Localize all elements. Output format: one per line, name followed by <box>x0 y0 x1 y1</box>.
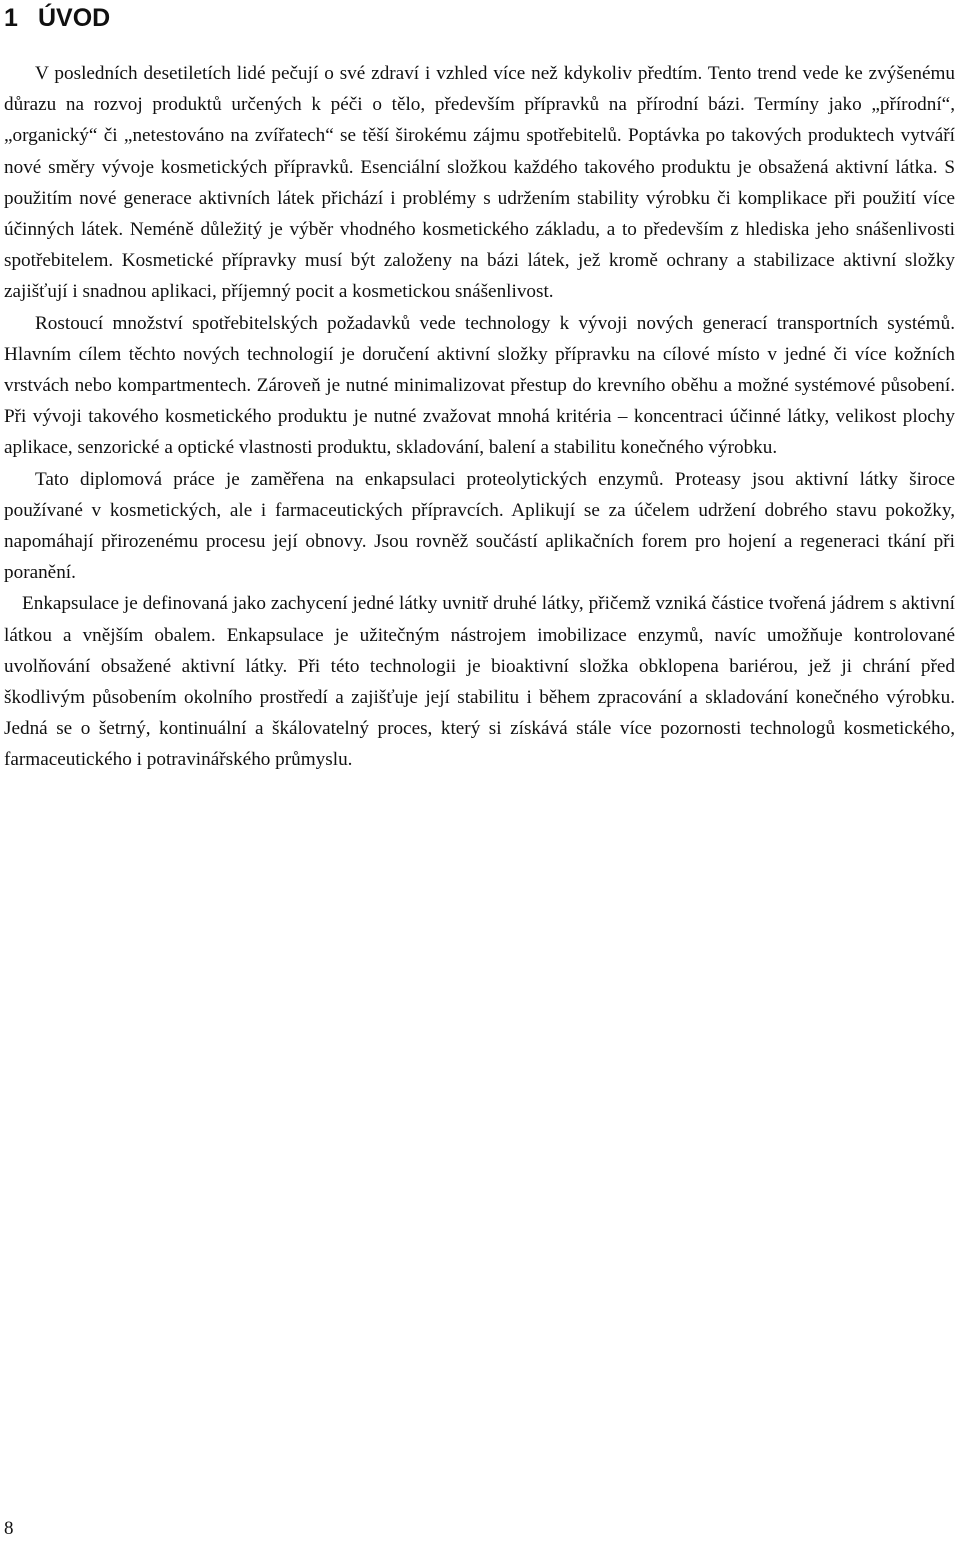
chapter-body <box>4 58 955 776</box>
paragraph-3: Tato diplomová práce je zaměřena na enkapsulaci proteolytických enzymů. Proteasy jsou aktivní látky široce používané v kosmetických, ale i farmaceutických přípravcích. Aplikují se za účelem udržení dobrého stavu pokožky, napomáhají přirozenému procesu její obnovy. Jsou rovněž součástí aplikačních forem pro hojení a regeneraci tkání při poranění. <box>4 468 955 584</box>
paragraph-2: Rostoucí množství spotřebitelských požadavků vede technology k vývoji nových generací transportních systémů. Hlavním cílem těchto nových technologií je doručení aktivní složky přípravku na cílové místo v jedné či více kožních vrstvách nebo kompartmentech. Zároveň je nutné minimalizovat přestup do krevního oběhu a možné systémové působení. Při vývoji takového kosmetického produktu je nutné zvažovat mnohá kritéria – koncentraci účinné látky, velikost plochy aplikace, senzorické a optické vlastnosti produktu, skladování, balení a stabilitu konečného výrobku. <box>4 312 955 459</box>
paragraph-1: V posledních desetiletích lidé pečují o své zdraví i vzhled více než kdykoliv předtím. Tento trend vede ke zvýšenému důrazu na rozvoj produktů určených k péči o tělo, především přípravků na přírodní bázi. Termíny jako „přírodní“, „organický“ či „netestováno na zvířatech“ se těší širokému zájmu spotřebitelů. Poptávka po takových produktech vytváří nové směry vývoje kosmetických přípravků. Esenciální složkou každého takového produktu je obsažená aktivní látka. S použitím nové generace aktivních látek přichází i problémy s udržením stability výrobku či komplikace při použití více účinných látek. Neméně důležitý je výběr vhodného kosmetického základu, a to především z hlediska jeho snášenlivosti spotřebitelem. Kosmetické přípravky musí být založeny na bázi látek, jež kromě ochrany a stabilizace aktivní složky zajišťují i snadnou aplikaci, příjemný pocit a kosmetickou snášenlivost. <box>4 63 955 303</box>
chapter-number: 1 <box>4 4 18 32</box>
paragraph-4: Enkapsulace je definovaná jako zachycení jedné látky uvnitř druhé látky, přičemž vzniká částice tvořená jádrem s aktivní látkou a vnějším obalem. Enkapsulace je užitečným nástrojem imobilizace enzymů, navíc umožňuje kontrolované uvolňování obsažené aktivní látky. Při této technologii je bioaktivní složka obklopena bariérou, jež ji chrání před škodlivým působením okolního prostředí a zajišťuje její stabilitu i během zpracování a skladování konečného výrobku. Jedná se o šetrný, kontinuální a škálovatelný proces, který si získává stále více pozornosti technologů kosmetického, farmaceutického i potravinářského průmyslu. <box>4 593 955 771</box>
chapter-heading <box>4 2 110 34</box>
page-number: 8 <box>4 1518 14 1539</box>
chapter-title: ÚVOD <box>38 4 111 32</box>
